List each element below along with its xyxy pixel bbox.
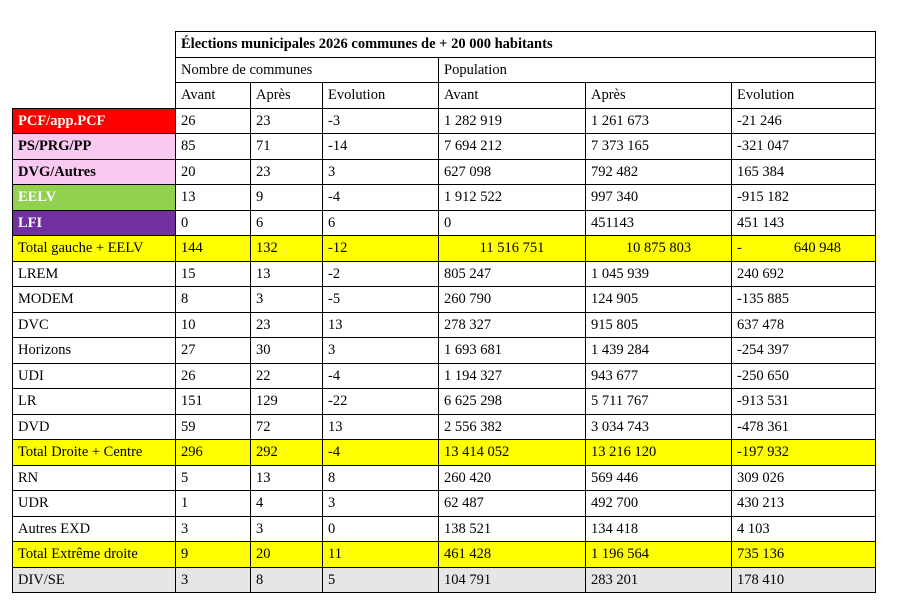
row-label: DVD xyxy=(13,414,176,440)
cell: 461 428 xyxy=(439,542,586,568)
cell: 8 xyxy=(323,465,439,491)
table-row xyxy=(13,108,876,134)
cell: 943 677 xyxy=(586,363,732,389)
cell: -135 885 xyxy=(732,287,876,313)
title-row xyxy=(13,32,876,58)
table-row xyxy=(13,210,876,236)
row-label: LR xyxy=(13,389,176,415)
cell: 3 xyxy=(323,491,439,517)
row-label: DVG/Autres xyxy=(13,159,176,185)
cell: 8 xyxy=(251,567,323,593)
cell: 1 439 284 xyxy=(586,338,732,364)
row-label: DIV/SE xyxy=(13,567,176,593)
header-population-avant: Avant xyxy=(439,83,586,109)
cell: 240 692 xyxy=(732,261,876,287)
cell: 792 482 xyxy=(586,159,732,185)
header-population-apres: Après xyxy=(586,83,732,109)
row-label: UDI xyxy=(13,363,176,389)
cell: 278 327 xyxy=(439,312,586,338)
cell: -478 361 xyxy=(732,414,876,440)
cell: 59 xyxy=(176,414,251,440)
cell: 0 xyxy=(439,210,586,236)
cell: 915 805 xyxy=(586,312,732,338)
cell: 15 xyxy=(176,261,251,287)
cell: 71 xyxy=(251,134,323,160)
corner-blank xyxy=(13,32,176,58)
row-label: Autres EXD xyxy=(13,516,176,542)
cell: 13 xyxy=(323,414,439,440)
total-row xyxy=(13,236,876,262)
cell: 13 216 120 xyxy=(586,440,732,466)
cell: 26 xyxy=(176,363,251,389)
header-communes-avant: Avant xyxy=(176,83,251,109)
cell: 805 247 xyxy=(439,261,586,287)
cell: 22 xyxy=(251,363,323,389)
cell: 1 xyxy=(176,491,251,517)
cell: 134 418 xyxy=(586,516,732,542)
cell: -3 xyxy=(323,108,439,134)
cell: 1 693 681 xyxy=(439,338,586,364)
cell: 178 410 xyxy=(732,567,876,593)
cell: 11 xyxy=(323,542,439,568)
cell: -5 xyxy=(323,287,439,313)
corner-blank xyxy=(13,57,176,83)
cell: 451 143 xyxy=(732,210,876,236)
cell: -913 531 xyxy=(732,389,876,415)
table-row xyxy=(13,134,876,160)
cell: 1 194 327 xyxy=(439,363,586,389)
cell: 23 xyxy=(251,312,323,338)
cell: 2 556 382 xyxy=(439,414,586,440)
cell: 7 694 212 xyxy=(439,134,586,160)
cell: 104 791 xyxy=(439,567,586,593)
cell: 1 282 919 xyxy=(439,108,586,134)
cell: 13 xyxy=(176,185,251,211)
cell: 1 045 939 xyxy=(586,261,732,287)
cell: -4 xyxy=(323,440,439,466)
header-communes-evolution: Evolution xyxy=(323,83,439,109)
cell: 3 xyxy=(251,516,323,542)
cell: 283 201 xyxy=(586,567,732,593)
cell: 1 261 673 xyxy=(586,108,732,134)
row-label: PS/PRG/PP xyxy=(13,134,176,160)
table-row xyxy=(13,491,876,517)
table-row xyxy=(13,414,876,440)
cell: 72 xyxy=(251,414,323,440)
cell: 3 xyxy=(176,516,251,542)
table-row xyxy=(13,261,876,287)
row-label: LREM xyxy=(13,261,176,287)
cell: -14 xyxy=(323,134,439,160)
cell: 292 xyxy=(251,440,323,466)
communes-header: Nombre de communes xyxy=(176,57,439,83)
evolution-sign: - xyxy=(737,240,742,256)
cell: 451143 xyxy=(586,210,732,236)
cell: 144 xyxy=(176,236,251,262)
cell: 997 340 xyxy=(586,185,732,211)
cell: 6 xyxy=(323,210,439,236)
cell: -21 246 xyxy=(732,108,876,134)
cell xyxy=(732,236,876,262)
cell: 129 xyxy=(251,389,323,415)
cell: 1 196 564 xyxy=(586,542,732,568)
cell: -4 xyxy=(323,363,439,389)
cell: 0 xyxy=(323,516,439,542)
cell: -254 397 xyxy=(732,338,876,364)
row-label: UDR xyxy=(13,491,176,517)
cell: 85 xyxy=(176,134,251,160)
cell: 132 xyxy=(251,236,323,262)
cell: 0 xyxy=(176,210,251,236)
row-label: PCF/app.PCF xyxy=(13,108,176,134)
row-label: DVC xyxy=(13,312,176,338)
table-row xyxy=(13,159,876,185)
cell: 296 xyxy=(176,440,251,466)
row-label: MODEM xyxy=(13,287,176,313)
cell: 735 136 xyxy=(732,542,876,568)
table-row xyxy=(13,363,876,389)
cell: 3 xyxy=(323,159,439,185)
total-row xyxy=(13,440,876,466)
cell: 260 790 xyxy=(439,287,586,313)
cell: 430 213 xyxy=(732,491,876,517)
table-row xyxy=(13,338,876,364)
cell: 23 xyxy=(251,159,323,185)
cell: 13 xyxy=(323,312,439,338)
cell: 26 xyxy=(176,108,251,134)
sub-header-row xyxy=(13,83,876,109)
row-label: Total Extrême droite xyxy=(13,542,176,568)
table-row xyxy=(13,287,876,313)
table-row xyxy=(13,312,876,338)
cell: 13 414 052 xyxy=(439,440,586,466)
cell: 3 xyxy=(251,287,323,313)
total-row xyxy=(13,542,876,568)
row-label: Total Droite + Centre xyxy=(13,440,176,466)
cell: -915 182 xyxy=(732,185,876,211)
cell: 637 478 xyxy=(732,312,876,338)
table-row xyxy=(13,516,876,542)
cell: 309 026 xyxy=(732,465,876,491)
cell: 27 xyxy=(176,338,251,364)
row-label: RN xyxy=(13,465,176,491)
cell: -321 047 xyxy=(732,134,876,160)
table-row xyxy=(13,389,876,415)
cell: 13 xyxy=(251,465,323,491)
cell: 10 xyxy=(176,312,251,338)
cell: 23 xyxy=(251,108,323,134)
cell: -197 932 xyxy=(732,440,876,466)
header-population-evolution: Evolution xyxy=(732,83,876,109)
cell: 11 516 751 xyxy=(439,236,586,262)
cell: 5 xyxy=(323,567,439,593)
cell: 165 384 xyxy=(732,159,876,185)
cell: 3 xyxy=(176,567,251,593)
cell: 30 xyxy=(251,338,323,364)
cell: 138 521 xyxy=(439,516,586,542)
cell: 5 xyxy=(176,465,251,491)
evolution-value: 640 948 xyxy=(793,240,841,256)
cell: 4 103 xyxy=(732,516,876,542)
header-communes-apres: Après xyxy=(251,83,323,109)
cell: -4 xyxy=(323,185,439,211)
cell: 10 875 803 xyxy=(586,236,732,262)
split-evolution xyxy=(737,241,875,256)
cell: -12 xyxy=(323,236,439,262)
cell: 20 xyxy=(176,159,251,185)
group-header-row xyxy=(13,57,876,83)
cell: 8 xyxy=(176,287,251,313)
corner-blank xyxy=(13,83,176,109)
cell: 7 373 165 xyxy=(586,134,732,160)
cell: 9 xyxy=(251,185,323,211)
cell: 1 912 522 xyxy=(439,185,586,211)
cell: 6 xyxy=(251,210,323,236)
cell: 151 xyxy=(176,389,251,415)
cell: 492 700 xyxy=(586,491,732,517)
cell: -250 650 xyxy=(732,363,876,389)
table-row xyxy=(13,185,876,211)
cell: 3 034 743 xyxy=(586,414,732,440)
cell: -2 xyxy=(323,261,439,287)
election-results-table xyxy=(12,31,876,593)
cell: 20 xyxy=(251,542,323,568)
row-label: LFI xyxy=(13,210,176,236)
cell: 6 625 298 xyxy=(439,389,586,415)
cell: 62 487 xyxy=(439,491,586,517)
row-label: Total gauche + EELV xyxy=(13,236,176,262)
table-title: Élections municipales 2026 communes de + 20 000 habitants xyxy=(176,32,876,58)
cell: 124 905 xyxy=(586,287,732,313)
cell: 5 711 767 xyxy=(586,389,732,415)
table-row xyxy=(13,465,876,491)
cell: 4 xyxy=(251,491,323,517)
cell: 569 446 xyxy=(586,465,732,491)
population-header: Population xyxy=(439,57,876,83)
cell: 9 xyxy=(176,542,251,568)
cell: -22 xyxy=(323,389,439,415)
row-label: EELV xyxy=(13,185,176,211)
cell: 260 420 xyxy=(439,465,586,491)
cell: 13 xyxy=(251,261,323,287)
cell: 627 098 xyxy=(439,159,586,185)
cell: 3 xyxy=(323,338,439,364)
row-label: Horizons xyxy=(13,338,176,364)
table-row xyxy=(13,567,876,593)
